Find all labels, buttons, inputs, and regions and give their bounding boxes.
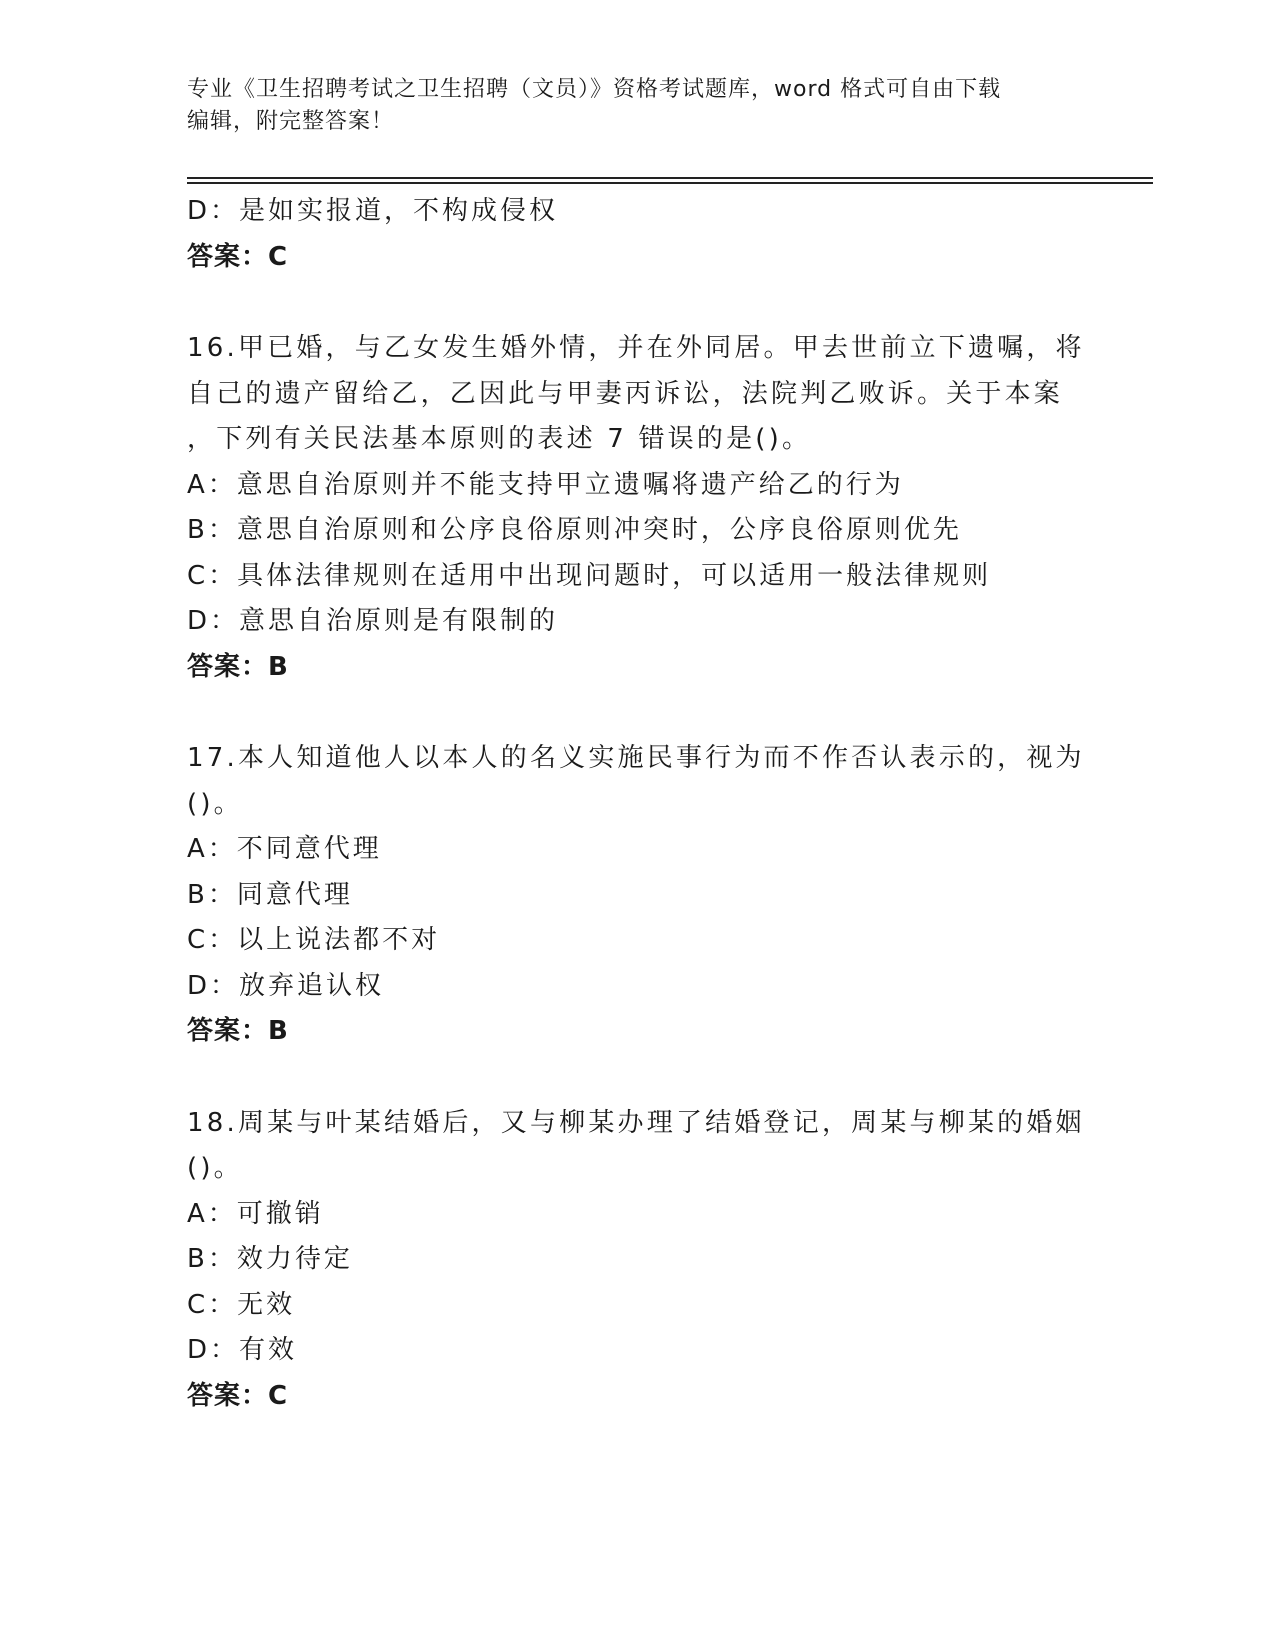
question-stem bbox=[187, 326, 1087, 463]
option-a: A：意思自治原则并不能支持甲立遗嘱将遗产给乙的行为 bbox=[187, 469, 904, 500]
answer-line: 答案：B bbox=[187, 1016, 289, 1046]
option-b: B：意思自治原则和公序良俗原则冲突时，公序良俗原则优先 bbox=[187, 515, 962, 545]
option-d: D：有效 bbox=[187, 1335, 298, 1365]
option-c: C：以上说法都不对 bbox=[187, 925, 441, 955]
question-stem bbox=[187, 1101, 1087, 1192]
option-d: D：意思自治原则是有限制的 bbox=[187, 606, 559, 636]
header-line-1: 专业《卫生招聘考试之卫生招聘（文员）》资格考试题库，word 格式可自由下载 bbox=[187, 77, 1002, 102]
stem-line: 自己的遗产留给乙，乙因此与甲妻丙诉讼，法院判乙败诉。关于本案 bbox=[187, 378, 1064, 409]
question-stem bbox=[187, 736, 1087, 827]
stem-line: 18.周某与叶某结婚后，又与柳某办理了结婚登记，周某与柳某的婚姻 bbox=[187, 1107, 1085, 1138]
answer-line: 答案：B bbox=[187, 651, 289, 682]
question-15-tail bbox=[187, 189, 1087, 280]
question-17 bbox=[187, 736, 1087, 1055]
stem-line: ()。 bbox=[187, 788, 243, 819]
document-header bbox=[187, 74, 1087, 138]
option-d: D：是如实报道，不构成侵权 bbox=[187, 196, 559, 226]
stem-line: ，下列有关民法基本原则的表述 7 错误的是()。 bbox=[187, 424, 812, 454]
option-c: C：具体法律规则在适用中出现问题时，可以适用一般法律规则 bbox=[187, 560, 992, 591]
header-line-2: 编辑，附完整答案！ bbox=[187, 109, 395, 134]
stem-line: ()。 bbox=[187, 1153, 243, 1183]
option-a: A：可撤销 bbox=[187, 1198, 324, 1229]
stem-line: 17.本人知道他人以本人的名义实施民事行为而不作否认表示的，视为 bbox=[187, 743, 1085, 773]
header-divider-top bbox=[187, 177, 1153, 179]
question-content bbox=[187, 189, 1087, 1419]
header-divider-bottom bbox=[187, 182, 1153, 184]
option-d: D：放弃追认权 bbox=[187, 970, 385, 1001]
stem-line: 16.甲已婚，与乙女发生婚外情，并在外同居。甲去世前立下遗嘱，将 bbox=[187, 333, 1085, 363]
answer-line: 答案：C bbox=[187, 1380, 289, 1411]
option-b: B：效力待定 bbox=[187, 1244, 353, 1274]
option-a: A：不同意代理 bbox=[187, 834, 382, 864]
question-16 bbox=[187, 326, 1087, 690]
answer-line: 答案：C bbox=[187, 241, 289, 272]
question-18 bbox=[187, 1101, 1087, 1420]
option-b: B：同意代理 bbox=[187, 879, 353, 910]
option-c: C：无效 bbox=[187, 1289, 296, 1320]
